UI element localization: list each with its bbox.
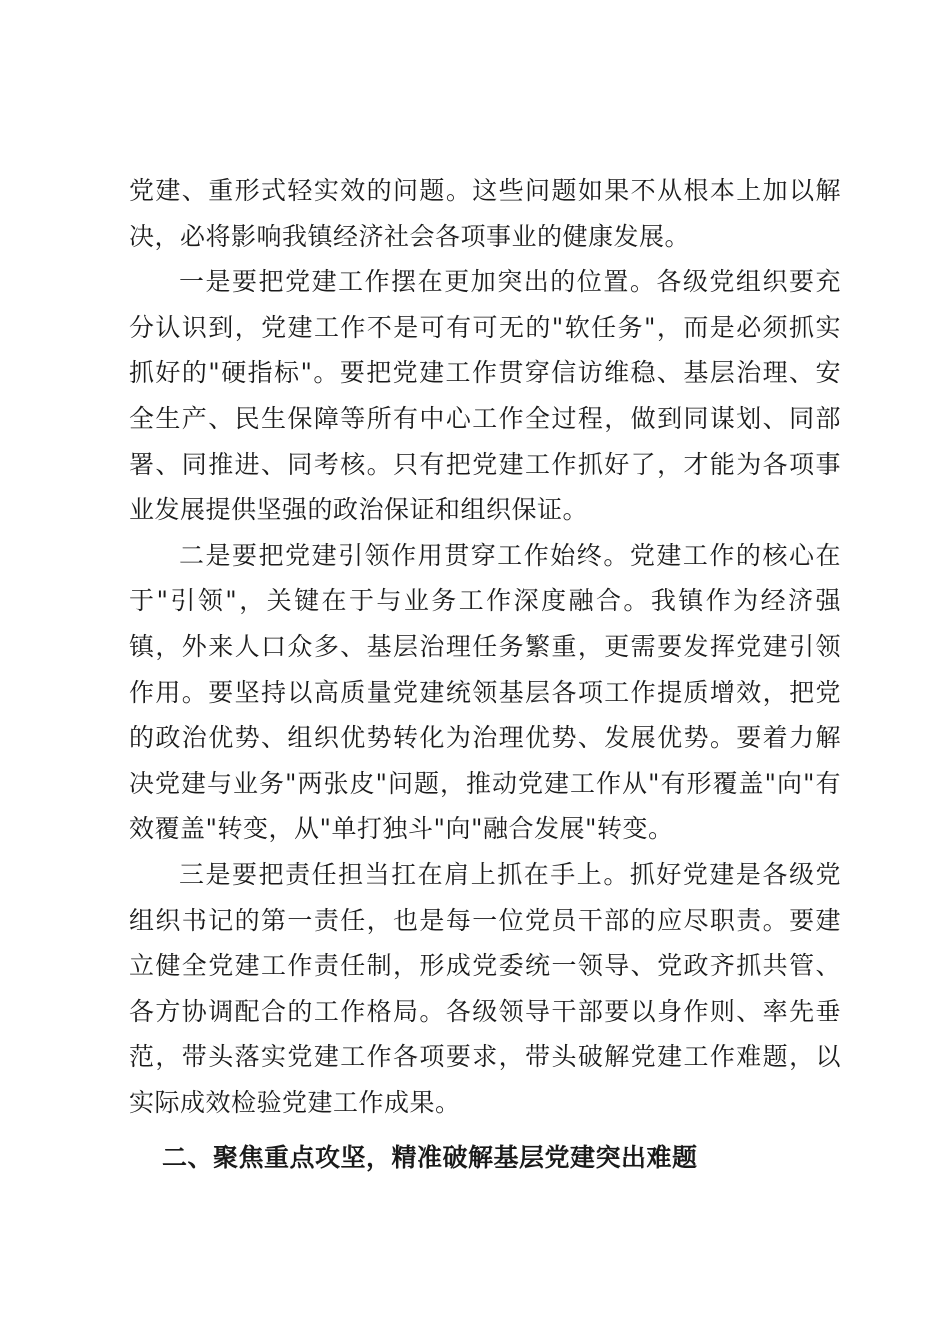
document-page [129, 168, 841, 1181]
paragraph-continuation: 党建、重形式轻实效的问题。这些问题如果不从根本上加以解决，必将影响我镇经济社会各项事业的健康发展。 [129, 176, 841, 251]
paragraph-point-two: 二是要把党建引领作用贯穿工作始终。党建工作的核心在于"引领"，关键在于与业务工作深度融合。我镇作为经济强镇，外来人口众多、基层治理任务繁重，更需要发挥党建引领作用。要坚持以高质量党建统领基层各项工作提质增效，把党的政治优势、组织优势转化为治理优势、发展优势。要着力解决党建与业务"两张皮"问题，推动党建工作从"有形覆盖"向"有效覆盖"转变，从"单打独斗"向"融合发展"转变。 [129, 540, 841, 844]
paragraph-point-three: 三是要把责任担当扛在肩上抓在手上。抓好党建是各级党组织书记的第一责任，也是每一位党员干部的应尽职责。要建立健全党建工作责任制，形成党委统一领导、党政齐抓共管、各方协调配合的工作格局。各级领导干部要以身作则、率先垂范，带头落实党建工作各项要求，带头破解党建工作难题，以实际成效检验党建工作成果。 [129, 859, 841, 1117]
paragraph-point-one: 一是要把党建工作摆在更加突出的位置。各级党组织要充分认识到，党建工作不是可有可无的"软任务"，而是必须抓实抓好的"硬指标"。要把党建工作贯穿信访维稳、基层治理、安全生产、民生保障等所有中心工作全过程，做到同谋划、同部署、同推进、同考核。只有把党建工作抓好了，才能为各项事业发展提供坚强的政治保证和组织保证。 [129, 267, 841, 525]
section-heading: 二、聚焦重点攻坚，精准破解基层党建突出难题 [162, 1143, 698, 1173]
